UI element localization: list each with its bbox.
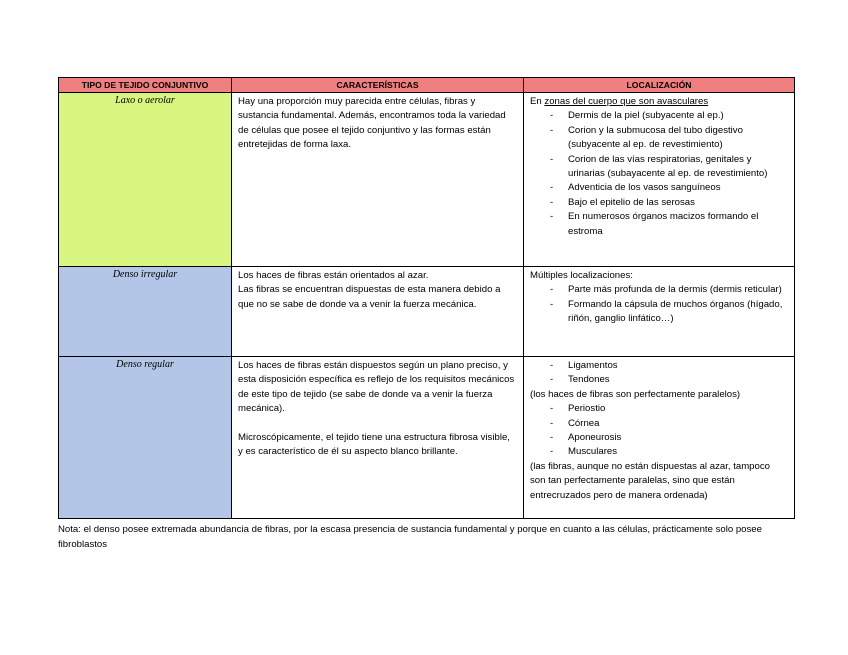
characteristics-cell — [232, 357, 524, 519]
list-item: - Musculares — [530, 445, 788, 459]
tissue-type-cell: Laxo o aerolar — [59, 93, 232, 267]
table-row — [59, 357, 795, 519]
location-intro-prefix: En — [530, 96, 545, 107]
header-tipo: TIPO DE TEJIDO CONJUNTIVO — [59, 78, 232, 93]
footnote: Nota: el denso posee extremada abundancia de fibras, por la escasa presencia de sustancia fundamental y porque en cuanto a las células, prácticamente solo posee fibroblastos — [58, 524, 762, 550]
characteristics-text: Microscópicamente, el tejido tiene una estructura fibrosa visible, y es característico de él su aspecto blanco brillante. — [238, 432, 510, 458]
location-list — [530, 109, 788, 239]
characteristics-cell — [232, 267, 524, 357]
list-item: - Ligamentos — [530, 359, 788, 373]
list-item: - Formando la cápsula de muchos órganos (hígado, riñón, ganglio linfático…) — [530, 298, 788, 327]
location-cell — [524, 93, 795, 267]
location-note: (las fibras, aunque no están dispuestas al azar, tampoco son tan perfectamente paralelas, sino que están entrecruzados pero de manera ordenada) — [530, 460, 770, 501]
header-caracteristicas: CARACTERÍSTICAS — [232, 78, 524, 93]
tissue-type-cell: Denso irregular — [59, 267, 232, 357]
list-item: - Parte más profunda de la dermis (dermis reticular) — [530, 283, 788, 297]
list-item: - En numerosos órganos macizos formando el estroma — [530, 210, 788, 239]
location-list — [530, 359, 788, 388]
header-localizacion: LOCALIZACIÓN — [524, 78, 795, 93]
header-row — [59, 78, 795, 93]
list-item: - Corion de las vías respiratorias, genitales y urinarias (subayacente al ep. de revestimiento) — [530, 153, 788, 182]
location-note: (los haces de fibras son perfectamente paralelos) — [530, 388, 741, 400]
list-item: - Adventicia de los vasos sanguíneos — [530, 181, 788, 195]
list-item: - Periostio — [530, 402, 788, 416]
characteristics-text: Hay una proporción muy parecida entre células, fibras y sustancia fundamental. Además, encontramos toda la variedad de células que posee el tejido conjuntivo y las formas están entretejidas de forma laxa. — [238, 96, 506, 151]
connective-tissue-table — [58, 77, 795, 519]
list-item: - Bajo el epitelio de las serosas — [530, 196, 788, 210]
list-item: - Dermis de la piel (subyacente al ep.) — [530, 109, 788, 123]
list-item: - Tendones — [530, 373, 788, 387]
list-item: - Aponeurosis — [530, 431, 788, 445]
tissue-type-cell: Denso regular — [59, 357, 232, 519]
list-item: - Córnea — [530, 417, 788, 431]
characteristics-text: Los haces de fibras están orientados al azar. — [238, 270, 429, 281]
location-intro — [530, 95, 788, 109]
location-intro: Múltiples localizaciones: — [530, 270, 633, 281]
location-list — [530, 283, 788, 326]
paragraph-gap — [238, 417, 517, 431]
characteristics-text: Los haces de fibras están dispuestos según un plano preciso, y esta disposición específica es reflejo de los requisitos mecánicos de este tipo de tejido (se sabe de donde va a venir la fuerza mecánica). — [238, 360, 515, 415]
characteristics-cell — [232, 93, 524, 267]
location-list — [530, 402, 788, 460]
location-cell — [524, 357, 795, 519]
location-cell — [524, 267, 795, 357]
table-row — [59, 267, 795, 357]
table-row — [59, 93, 795, 267]
characteristics-text: Las fibras se encuentran dispuestas de esta manera debido a que no se sabe de donde va a venir la fuerza mecánica. — [238, 284, 501, 310]
list-item: - Corion y la submucosa del tubo digestivo (subyacente al ep. de revestimiento) — [530, 124, 788, 153]
location-intro-underlined: zonas del cuerpo que son avasculares — [544, 96, 709, 107]
